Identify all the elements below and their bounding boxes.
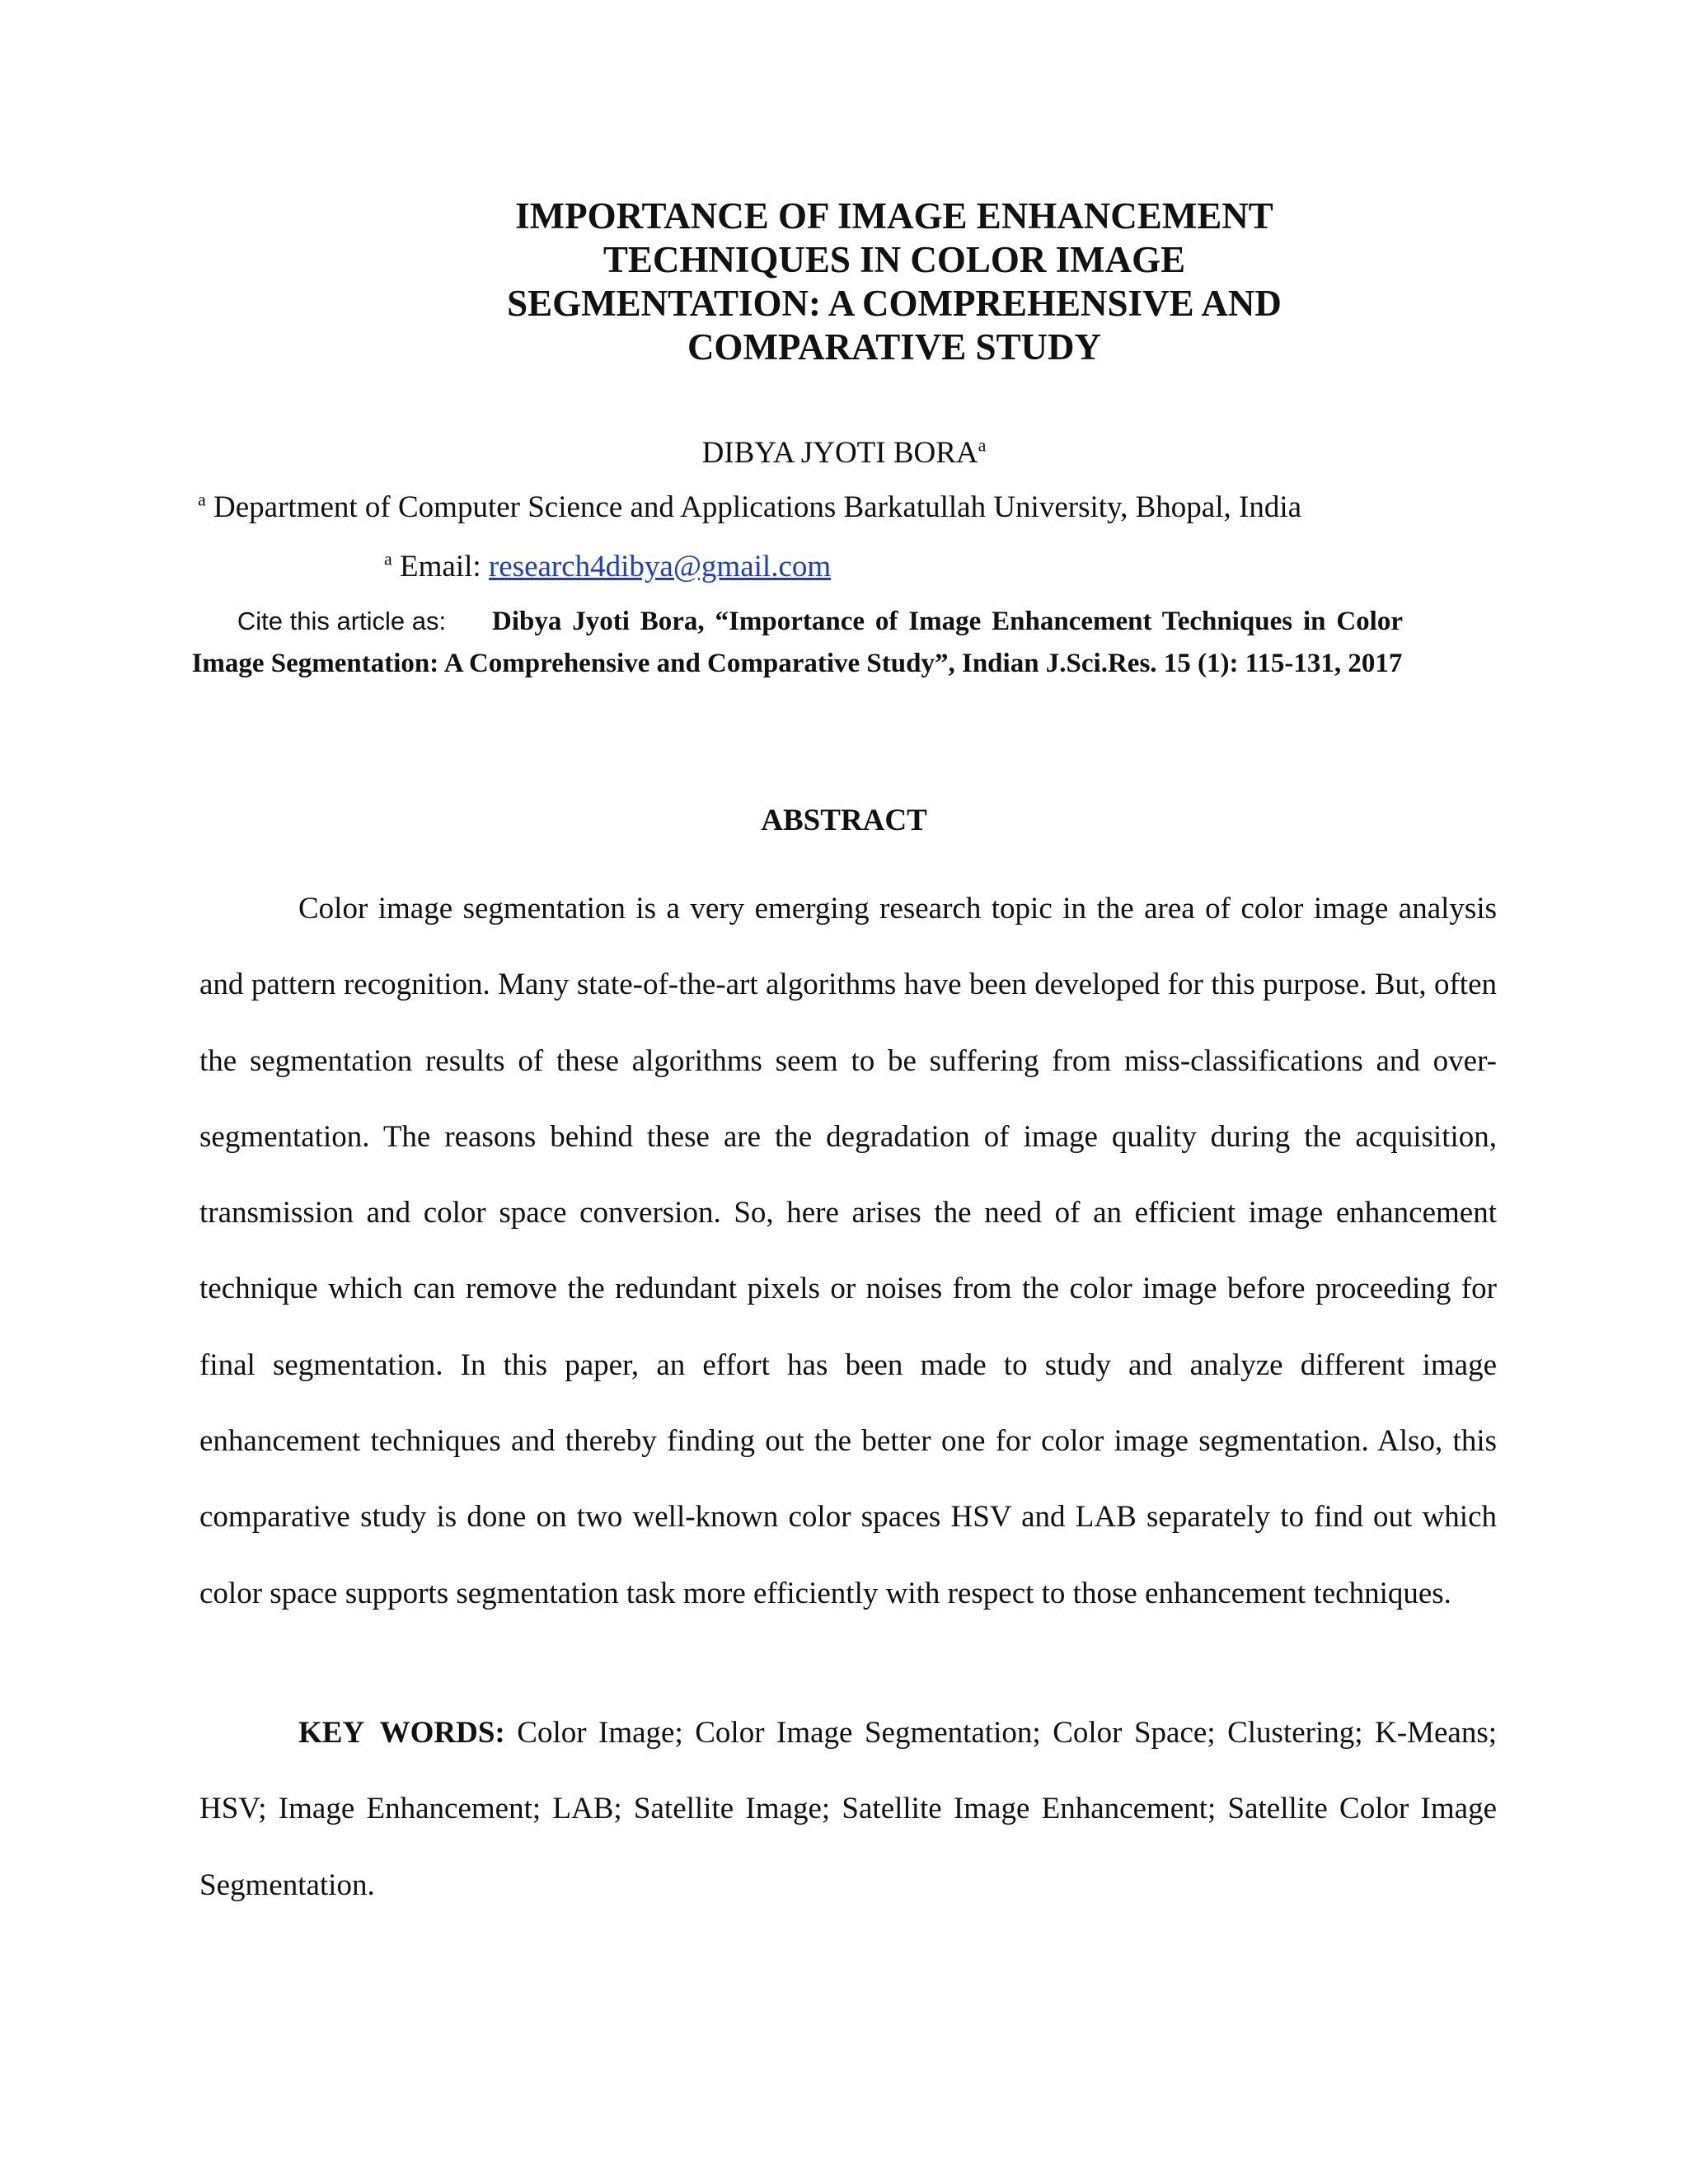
- email-line: [384, 547, 831, 587]
- affiliation-text: Department of Computer Science and Applications Barkatullah University, Bhopal, India: [205, 490, 1302, 524]
- author-name: DIBYA JYOTI BORA: [701, 436, 978, 470]
- title-line: TECHNIQUES IN COLOR IMAGE: [603, 239, 1186, 280]
- citation-block: [191, 600, 1403, 685]
- keywords-paragraph: [199, 1695, 1497, 1924]
- citation-text: Dibya Jyoti Bora, “Importance of Image Enhancement Techniques in Color Image Segmentation: A Comprehensive and Comparative Study”, Indian J.Sci.Res. 15 (1): 115-131, 2017: [191, 607, 1403, 678]
- title-line: COMPARATIVE STUDY: [687, 326, 1102, 368]
- title-line: SEGMENTATION: A COMPREHENSIVE AND: [507, 283, 1282, 324]
- abstract-body: Color image segmentation is a very emerging research topic in the area of color image analysis and pattern recognition. Many state-of-the-art algorithms have been developed for this purpose. But, often the segmentation results of these algorithms seem to be suffering from miss-classifications and over-segmentation. The reasons behind these are the degradation of image quality during the acquisition, transmission and color space conversion. So, here arises the need of an efficient image enhancement technique which can remove the redundant pixels or noises from the color image before proceeding for final segmentation. In this paper, an effort has been made to study and analyze different image enhancement techniques and thereby finding out the better one for color image segmentation. Also, this comparative study is done on two well-known color spaces HSV and LAB separately to find out which color space supports segmentation task more efficiently with respect to those enhancement techniques.: [199, 892, 1497, 1610]
- paper-title: [429, 194, 1360, 369]
- title-line: IMPORTANCE OF IMAGE ENHANCEMENT: [515, 195, 1273, 237]
- keywords-label: KEY WORDS:: [298, 1716, 505, 1750]
- author-line: [0, 434, 1688, 473]
- email-marker: a: [384, 548, 392, 569]
- author-affiliation-marker: a: [978, 434, 987, 456]
- affiliation-line: [198, 488, 1301, 527]
- abstract-heading: ABSTRACT: [761, 804, 927, 837]
- email-link[interactable]: research4dibya@gmail.com: [488, 550, 832, 583]
- email-label: Email:: [392, 550, 489, 583]
- affiliation-marker: a: [198, 489, 206, 510]
- keywords-text: Color Image; Color Image Segmentation; Color Space; Clustering; K-Means; HSV; Image Enhancement; LAB; Satellite Image; Satellite Image Enhancement; Satellite Color Image Segmentation.: [199, 1716, 1497, 1902]
- citation-label: Cite this article as:: [237, 607, 447, 635]
